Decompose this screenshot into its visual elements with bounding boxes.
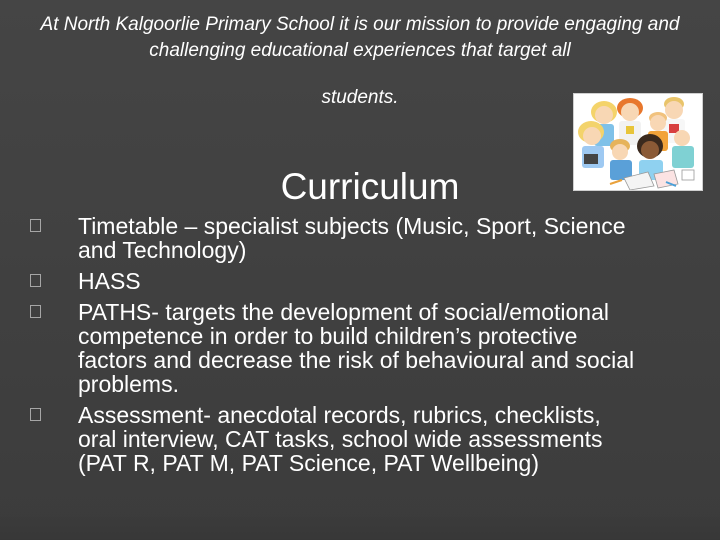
bullet-text: Timetable – specialist subjects (Music, Sport, Science and Technology) [78, 213, 626, 263]
mission-statement-end: students. [321, 87, 399, 108]
bullet-text: Assessment- anecdotal records, rubrics, checklists, oral interview, CAT tasks, school wide assessments (PAT R, PAT M, PAT Science, PAT Wellbeing) [78, 402, 603, 476]
box-bullet-icon [30, 274, 41, 287]
bottom-band [0, 506, 720, 540]
bullet-text: HASS [78, 268, 141, 294]
bullet-item-assessment [30, 403, 650, 475]
mission-statement: At North Kalgoorlie Primary School it is our mission to provide engaging and challenging educational experiences that target all [40, 14, 680, 61]
bullet-item-timetable [30, 214, 650, 262]
slide-title: Curriculum [280, 166, 460, 207]
box-bullet-icon [30, 219, 41, 232]
bullet-text: PATHS- targets the development of social/emotional competence in order to build children’s protective factors and decrease the risk of behavioural and social problems. [78, 299, 635, 397]
children-clipart-graphic [574, 94, 702, 190]
bullet-item-paths [30, 300, 650, 396]
children-clipart-icon [573, 93, 703, 191]
curriculum-bullet-list [30, 214, 650, 482]
bullet-item-hass [30, 269, 650, 293]
box-bullet-icon [30, 305, 41, 318]
box-bullet-icon [30, 408, 41, 421]
